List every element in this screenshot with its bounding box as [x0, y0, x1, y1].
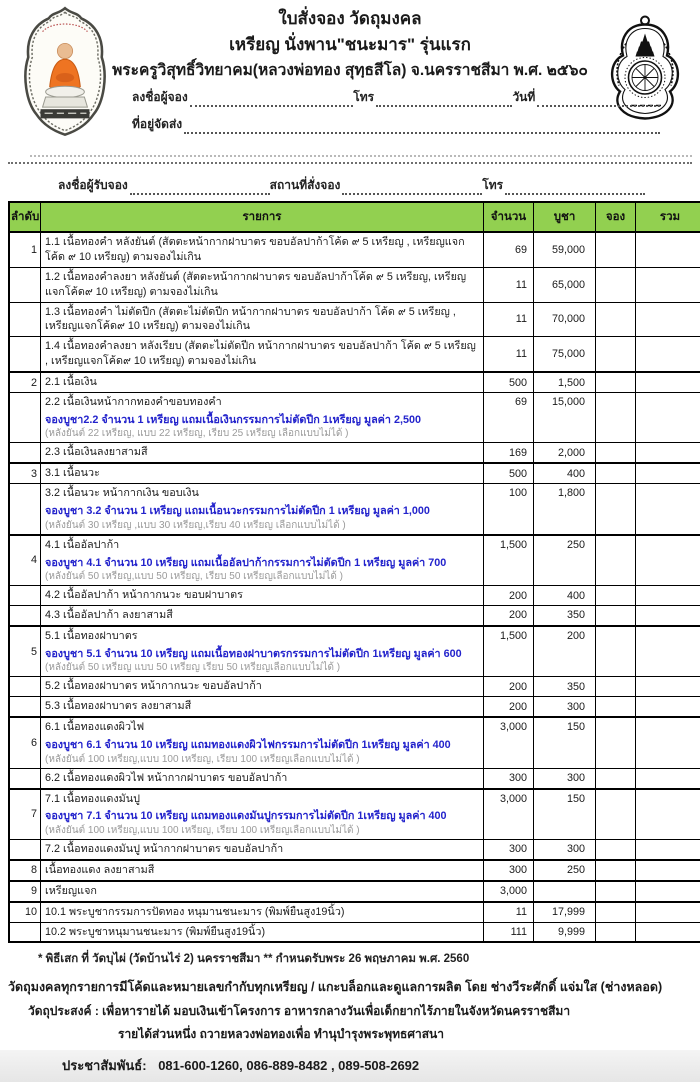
total-writein-cell[interactable] — [636, 881, 700, 902]
order-table-body — [9, 232, 700, 942]
shipping-address-field[interactable] — [184, 118, 660, 134]
booking-writein-cell[interactable] — [596, 902, 636, 922]
total-writein-cell[interactable] — [636, 302, 700, 337]
form-header — [0, 0, 700, 152]
row-ordinal: 1 — [9, 232, 41, 267]
row-ordinal — [9, 393, 41, 443]
item-description — [41, 697, 484, 717]
table-row — [9, 768, 700, 788]
order-location-label: สถานที่สั่งจอง — [270, 176, 343, 195]
item-description — [41, 535, 484, 586]
item-label: 2.2 เนื้อเงินหน้ากากทองคำขอบทองคำ — [45, 395, 479, 410]
table-row — [9, 372, 700, 392]
item-description — [41, 839, 484, 859]
promotion-note: จองบูชา2.2 จำนวน 1 เหรียญ แถมเนื้อเงินกรรมการไม่ตัดปีก 1เหรียญ มูลค่า 2,500 — [45, 413, 479, 428]
item-label: 1.1 เนื้อทองคำ หลังยันต์ (สัตตะหน้ากากฝาบาตร ขอบอัลปาก้าโค้ด ๙ 5 เหรียญ , เหรียญแจกโค้ด ๙ 10 เหรียญ) ตามจองไม่เกิน — [45, 235, 479, 265]
item-description — [41, 717, 484, 768]
receiver-name-label: ลงชื่อผู้รับจอง — [58, 176, 130, 195]
booking-writein-cell[interactable] — [596, 372, 636, 392]
row-ordinal: 5 — [9, 626, 41, 677]
quantity-cell: 300 — [484, 768, 534, 788]
total-writein-cell[interactable] — [636, 606, 700, 626]
contact-phone-band — [0, 1050, 700, 1082]
receiver-signature-row — [58, 174, 645, 195]
table-row — [9, 922, 700, 942]
quantity-cell: 500 — [484, 463, 534, 483]
promotion-note: จองบูชา 5.1 จำนวน 10 เหรียญ แถมเนื้อทองฝาบาตรกรรมการไม่ตัดปีก 1เหรียญ มูลค่า 600 — [45, 647, 479, 662]
table-row — [9, 586, 700, 606]
quantity-cell: 11 — [484, 902, 534, 922]
total-writein-cell[interactable] — [636, 860, 700, 881]
booking-writein-cell[interactable] — [596, 393, 636, 443]
section-divider-dotted — [8, 157, 692, 164]
table-row — [9, 697, 700, 717]
price-cell: 250 — [534, 535, 596, 586]
table-row — [9, 677, 700, 697]
item-description — [41, 860, 484, 881]
row-ordinal — [9, 267, 41, 302]
booking-writein-cell[interactable] — [596, 232, 636, 267]
item-label: 6.2 เนื้อทองแดงผิวไฟ หน้ากากฝาบาตร ขอบอัลปาก้า — [45, 771, 479, 786]
orderer-signature-block — [132, 86, 660, 140]
quantity-cell: 1,500 — [484, 626, 534, 677]
total-writein-cell[interactable] — [636, 337, 700, 372]
item-description — [41, 768, 484, 788]
item-label: 3.2 เนื้อนวะ หน้ากากเงิน ขอบเงิน — [45, 486, 479, 501]
price-cell: 150 — [534, 717, 596, 768]
col-header-booking: จอง — [596, 202, 636, 232]
item-label: 6.1 เนื้อทองแดงผิวไฟ — [45, 720, 479, 735]
order-table-header — [9, 202, 700, 232]
total-writein-cell[interactable] — [636, 839, 700, 859]
quantity-cell: 1,500 — [484, 535, 534, 586]
row-ordinal: 3 — [9, 463, 41, 483]
row-ordinal — [9, 697, 41, 717]
price-cell: 70,000 — [534, 302, 596, 337]
quantity-cell: 300 — [484, 860, 534, 881]
item-label: 1.3 เนื้อทองคำ ไม่ตัดปีก (สัตตะไม่ตัดปีก หน้ากากฝาบาตร ขอบอัลปาก้า โค้ด ๙ 5 เหรียญ , เหรียญแจกโค้ด๙ 10 เหรียญ) ตามจองไม่เกิน — [45, 305, 479, 335]
order-location-field[interactable] — [342, 179, 482, 195]
item-description — [41, 337, 484, 372]
total-writein-cell[interactable] — [636, 586, 700, 606]
row-ordinal — [9, 677, 41, 697]
purpose-note: วัดถุประสงค์ : เพื่อหารายได้ มอบเงินเข้าโครงการ อาหารกลางวันเพื่อเด็กยากไร้ภายในจังหวัดนครราชสีมา — [28, 1002, 692, 1021]
row-ordinal — [9, 484, 41, 535]
price-cell: 59,000 — [534, 232, 596, 267]
total-writein-cell[interactable] — [636, 393, 700, 443]
price-cell: 350 — [534, 677, 596, 697]
booking-writein-cell[interactable] — [596, 586, 636, 606]
row-ordinal: 4 — [9, 535, 41, 586]
price-cell: 15,000 — [534, 393, 596, 443]
booking-writein-cell[interactable] — [596, 881, 636, 902]
order-date-label: วันที่ — [512, 88, 537, 107]
total-writein-cell[interactable] — [636, 267, 700, 302]
quantity-cell: 200 — [484, 677, 534, 697]
table-row — [9, 606, 700, 626]
booking-writein-cell[interactable] — [596, 860, 636, 881]
variant-note: (หลังยันต์ 22 เหรียญ, แบบ 22 เหรียญ, เรียบ 25 เหรียญ เลือกแบบไม่ได้ ) — [45, 427, 479, 440]
booking-writein-cell[interactable] — [596, 606, 636, 626]
total-writein-cell[interactable] — [636, 626, 700, 677]
item-label: 7.1 เนื้อทองแดงมันปู — [45, 792, 479, 807]
booking-writein-cell[interactable] — [596, 677, 636, 697]
receiver-name-field[interactable] — [130, 179, 270, 195]
receiver-phone-field[interactable] — [505, 179, 645, 195]
monk-portrait-icon — [14, 5, 116, 143]
item-label: 3.1 เนื้อนวะ — [45, 466, 479, 481]
table-row — [9, 393, 700, 443]
contact-label: ประชาสัมพันธ์: — [62, 1058, 147, 1073]
quantity-cell: 69 — [484, 232, 534, 267]
promotion-note: จองบูชา 3.2 จำนวน 1 เหรียญ แถมเนื้อนวะกรรมการไม่ตัดปีก 1 เหรียญ มูลค่า 1,000 — [45, 504, 479, 519]
booking-writein-cell[interactable] — [596, 768, 636, 788]
price-cell: 75,000 — [534, 337, 596, 372]
orderer-phone-label: โทร — [353, 88, 376, 107]
total-writein-cell[interactable] — [636, 789, 700, 840]
quantity-cell: 200 — [484, 586, 534, 606]
booking-writein-cell[interactable] — [596, 337, 636, 372]
monk-province-title: พระครูวิสุทธิ์วิทยาคม(หลวงพ่อทอง สุทฺธสีโล) จ.นครราชสีมา พ.ศ. ๒๕๖๐ — [0, 59, 700, 83]
booking-writein-cell[interactable] — [596, 484, 636, 535]
ceremony-footnote: * พิธีเสก ที่ วัดบุไผ่ (วัดบ้านไร่ 2) นครราชสีมา ** กำหนดรับพระ 26 พฤษภาคม พ.ศ. 2560 — [38, 950, 692, 968]
table-row — [9, 267, 700, 302]
table-row — [9, 881, 700, 902]
quantity-cell: 500 — [484, 372, 534, 392]
receiver-phone-label: โทร — [482, 176, 505, 195]
item-description — [41, 443, 484, 463]
row-ordinal — [9, 922, 41, 942]
row-ordinal — [9, 768, 41, 788]
item-description — [41, 902, 484, 922]
total-writein-cell[interactable] — [636, 697, 700, 717]
price-cell: 300 — [534, 768, 596, 788]
quantity-cell: 3,000 — [484, 789, 534, 840]
price-cell: 400 — [534, 586, 596, 606]
total-writein-cell[interactable] — [636, 768, 700, 788]
item-label: 4.1 เนื้ออัลปาก้า — [45, 538, 479, 553]
price-cell: 17,999 — [534, 902, 596, 922]
quantity-cell: 11 — [484, 302, 534, 337]
orderer-name-label: ลงชื่อผู้จอง — [132, 88, 190, 107]
price-cell: 150 — [534, 789, 596, 840]
price-cell: 250 — [534, 860, 596, 881]
quantity-cell: 200 — [484, 697, 534, 717]
item-description — [41, 232, 484, 267]
item-label: 10.2 พระบูชาหนุมานชนะมาร (พิมพ์ยืนสูง19นิ้ว) — [45, 925, 479, 940]
booking-writein-cell[interactable] — [596, 626, 636, 677]
item-description — [41, 463, 484, 483]
total-writein-cell[interactable] — [636, 535, 700, 586]
col-header-quantity: จำนวน — [484, 202, 534, 232]
total-writein-cell[interactable] — [636, 717, 700, 768]
table-row — [9, 902, 700, 922]
price-cell: 1,800 — [534, 484, 596, 535]
total-writein-cell[interactable] — [636, 922, 700, 942]
row-ordinal: 6 — [9, 717, 41, 768]
item-description — [41, 302, 484, 337]
item-label: เนื้อทองแดง ลงยาสามสี — [45, 863, 479, 878]
row-ordinal — [9, 606, 41, 626]
price-cell: 200 — [534, 626, 596, 677]
item-description — [41, 267, 484, 302]
table-row — [9, 860, 700, 881]
row-ordinal — [9, 337, 41, 372]
booking-writein-cell[interactable] — [596, 717, 636, 768]
total-writein-cell[interactable] — [636, 463, 700, 483]
item-description — [41, 922, 484, 942]
item-description — [41, 484, 484, 535]
page-title: ใบสั่งจอง วัดถุมงคล — [0, 6, 700, 32]
item-label: 5.2 เนื้อทองฝาบาตร หน้ากากนวะ ขอบอัลปาก้า — [45, 679, 479, 694]
price-cell: 2,000 — [534, 443, 596, 463]
table-row — [9, 302, 700, 337]
table-row — [9, 463, 700, 483]
row-ordinal — [9, 586, 41, 606]
orderer-signature-row — [132, 86, 660, 107]
booking-writein-cell[interactable] — [596, 922, 636, 942]
table-row — [9, 789, 700, 840]
total-writein-cell[interactable] — [636, 677, 700, 697]
quantity-cell: 3,000 — [484, 881, 534, 902]
booking-writein-cell[interactable] — [596, 443, 636, 463]
price-cell: 9,999 — [534, 922, 596, 942]
quantity-cell: 169 — [484, 443, 534, 463]
total-writein-cell[interactable] — [636, 443, 700, 463]
total-writein-cell[interactable] — [636, 902, 700, 922]
booking-writein-cell[interactable] — [596, 267, 636, 302]
quantity-cell: 11 — [484, 267, 534, 302]
booking-writein-cell[interactable] — [596, 535, 636, 586]
promotion-note: จองบูชา 4.1 จำนวน 10 เหรียญ แถมเนื้ออัลปาก้ากรรมการไม่ตัดปีก 1 เหรียญ มูลค่า 700 — [45, 556, 479, 571]
price-cell: 65,000 — [534, 267, 596, 302]
quantity-cell: 200 — [484, 606, 534, 626]
row-ordinal: 7 — [9, 789, 41, 840]
col-header-item: รายการ — [41, 202, 484, 232]
quantity-cell: 300 — [484, 839, 534, 859]
quantity-cell: 111 — [484, 922, 534, 942]
row-ordinal — [9, 302, 41, 337]
booking-writein-cell[interactable] — [596, 463, 636, 483]
item-label: 1.2 เนื้อทองคำลงยา หลังยันต์ (สัตตะหน้ากากฝาบาตร ขอบอัลปาก้าโค้ด ๙ 5 เหรียญ, เหรียญแจกโค้ด๙ 10 เหรียญ) ตามจองไม่เกิน — [45, 270, 479, 300]
order-date-field[interactable] — [537, 91, 660, 107]
item-description — [41, 881, 484, 902]
price-cell: 300 — [534, 839, 596, 859]
row-ordinal — [9, 839, 41, 859]
col-header-ordinal: ลำดับ — [9, 202, 41, 232]
quantity-cell: 3,000 — [484, 717, 534, 768]
booking-writein-cell[interactable] — [596, 789, 636, 840]
price-cell: 350 — [534, 606, 596, 626]
row-ordinal: 2 — [9, 372, 41, 392]
quantity-cell: 69 — [484, 393, 534, 443]
total-writein-cell[interactable] — [636, 372, 700, 392]
variant-note: (หลังยันต์ 30 เหรียญ ,แบบ 30 เหรียญ,เรียบ 40 เหรียญ เลือกแบบไม่ได้ ) — [45, 519, 479, 532]
item-description — [41, 789, 484, 840]
item-label: 2.3 เนื้อเงินลงยาสามสี — [45, 445, 479, 460]
table-row — [9, 337, 700, 372]
table-row — [9, 535, 700, 586]
item-label: 4.3 เนื้ออัลปาก้า ลงยาสามสี — [45, 608, 479, 623]
price-cell — [534, 881, 596, 902]
shipping-address-row — [132, 113, 660, 134]
item-label: 4.2 เนื้ออัลปาก้า หน้ากากนวะ ขอบฝาบาตร — [45, 588, 479, 603]
monk-portrait-badge — [14, 5, 116, 143]
price-cell: 1,500 — [534, 372, 596, 392]
col-header-total: รวม — [636, 202, 700, 232]
total-writein-cell[interactable] — [636, 484, 700, 535]
row-ordinal: 8 — [9, 860, 41, 881]
variant-note: (หลังยันต์ 100 เหรียญ,แบบ 100 เหรียญ, เรียบ 100 เหรียญเลือกแบบไม่ได้ ) — [45, 753, 479, 766]
contact-phone-numbers: 081-600-1260, 086-889-8482 , 089-508-2692 — [150, 1058, 419, 1073]
booking-writein-cell[interactable] — [596, 302, 636, 337]
coin-series-title: เหรียญ นั่งพาน"ชนะมาร" รุ่นแรก — [0, 32, 700, 58]
item-label: 7.2 เนื้อทองแดงมันปู หน้ากากฝาบาตร ขอบอัลปาก้า — [45, 842, 479, 857]
col-header-price: บูชา — [534, 202, 596, 232]
quantity-cell: 11 — [484, 337, 534, 372]
table-row — [9, 232, 700, 267]
row-ordinal: 9 — [9, 881, 41, 902]
total-writein-cell[interactable] — [636, 232, 700, 267]
item-description — [41, 372, 484, 392]
shipping-address-label: ที่อยู่จัดส่ง — [132, 115, 184, 134]
order-table — [8, 201, 700, 943]
price-cell: 400 — [534, 463, 596, 483]
item-description — [41, 606, 484, 626]
item-label: 5.1 เนื้อทองฝาบาตร — [45, 629, 479, 644]
table-row — [9, 484, 700, 535]
table-row — [9, 443, 700, 463]
booking-writein-cell[interactable] — [596, 839, 636, 859]
quantity-cell: 100 — [484, 484, 534, 535]
item-label: 10.1 พระบูชากรรมการปัดทอง หนุมานชนะมาร (พิมพ์ยืนสูง19นิ้ว) — [45, 905, 479, 920]
booking-writein-cell[interactable] — [596, 697, 636, 717]
variant-note: (หลังยันต์ 50 เหรียญ,แบบ 50 เหรียญ, เรียบ 50 เหรียญเลือกแบบไม่ได้ ) — [45, 570, 479, 583]
row-ordinal — [9, 443, 41, 463]
item-description — [41, 586, 484, 606]
promotion-note: จองบูชา 6.1 จำนวน 10 เหรียญ แถมทองแดงผิวไฟกรรมการไม่ตัดปีก 1เหรียญ มูลค่า 400 — [45, 738, 479, 753]
orderer-phone-field[interactable] — [376, 91, 512, 107]
variant-note: (หลังยันต์ 50 เหรียญ แบบ 50 เหรียญ เรียบ 50 เหรียญเลือกแบบไม่ได้ ) — [45, 661, 479, 674]
price-cell: 300 — [534, 697, 596, 717]
item-label: 5.3 เนื้อทองฝาบาตร ลงยาสามสี — [45, 699, 479, 714]
item-label: เหรียญแจก — [45, 884, 479, 899]
donation-note: รายได้ส่วนหนึ่ง ถวายหลวงพ่อทองเพื่อ ทำนุบำรุงพระพุทธศาสนา — [118, 1025, 692, 1044]
item-label: 2.1 เนื้อเงิน — [45, 375, 479, 390]
item-description — [41, 677, 484, 697]
table-row — [9, 839, 700, 859]
row-ordinal: 10 — [9, 902, 41, 922]
item-description — [41, 626, 484, 677]
variant-note: (หลังยันต์ 100 เหรียญ,แบบ 100 เหรียญ, เรียบ 100 เหรียญเลือกแบบไม่ได้ ) — [45, 824, 479, 837]
item-description — [41, 393, 484, 443]
orderer-name-field[interactable] — [190, 91, 354, 107]
item-label: 1.4 เนื้อทองคำลงยา หลังเรียบ (สัตตะไม่ตัดปีก หน้ากากฝาบาตร ขอบอัลปาก้า โค้ด ๙ 5 เหรียญ , เหรียญแจกโค้ด๙ 10 เหรียญ) ตามจองไม่เกิน — [45, 339, 479, 369]
table-row — [9, 717, 700, 768]
table-row — [9, 626, 700, 677]
promotion-note: จองบูชา 7.1 จำนวน 10 เหรียญ แถมทองแดงมันปูกรรมการไม่ตัดปีก 1เหรียญ มูลค่า 400 — [45, 809, 479, 824]
production-note: วัดถุมงคลทุกรายการมีโค้ดและหมายเลขกำกับทุกเหรียญ / แกะบล็อกและดูแลการผลิต โดย ช่างวีระศักดิ์ แจ่มใส (ช่างหลอด) — [8, 977, 692, 997]
